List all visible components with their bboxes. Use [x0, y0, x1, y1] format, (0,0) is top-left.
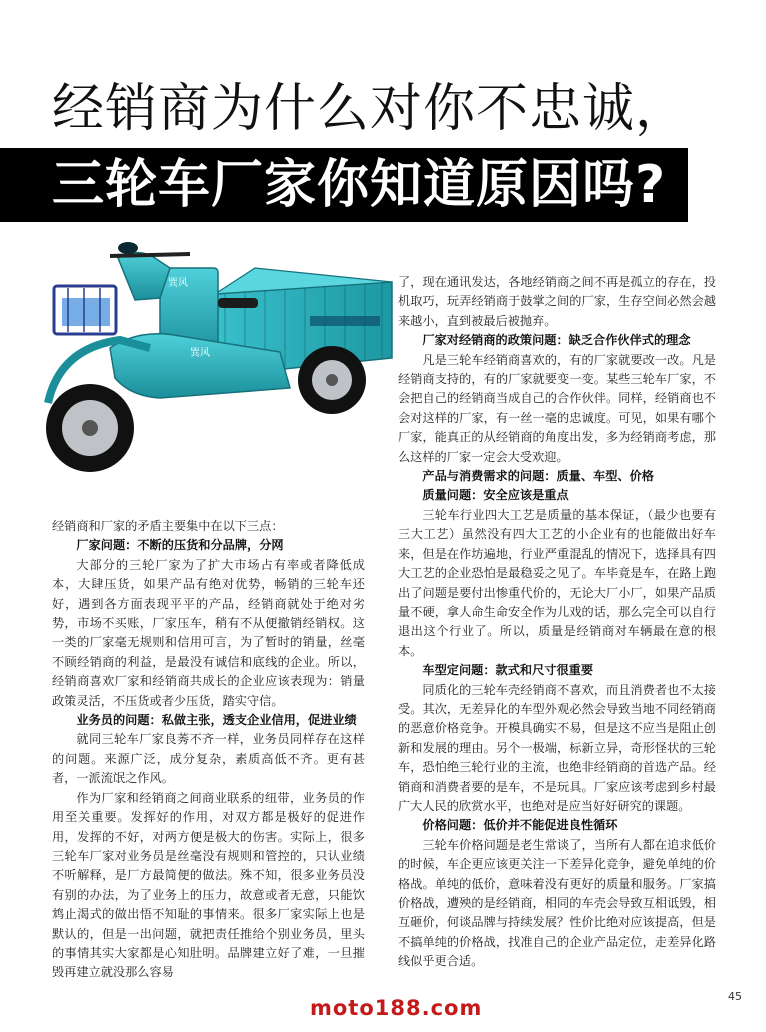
body-paragraph: 就同三轮车厂家良莠不齐一样，业务员同样存在这样的问题。来源广泛，成分复杂，素质高低不齐。更有甚者，一派流氓之作风。 [52, 732, 365, 786]
section-heading: 业务员的问题：私做主张，透支企业信用，促进业绩 [76, 713, 357, 728]
subsection-heading: 质量问题：安全应该是重点 [422, 488, 569, 503]
subsection-heading: 价格问题：低价并不能促进良性循环 [422, 818, 618, 833]
left-column [52, 517, 365, 983]
website-url: moto188.com [310, 996, 483, 1020]
svg-text:巽风: 巽风 [190, 348, 210, 359]
body-paragraph: 凡是三轮车经销商喜欢的，有的厂家就要改一改。凡是经销商支持的，有的厂家就要变一变。某些三轮车厂家，不会把自己的经销商当成自己的合作伙伴。同样，经销商也不会对这样的厂家，有一丝一毫的忠诚度。可见，如果有哪个厂家，能真正的从经销商的角度出发，多为经销商考虑，那么这样的厂家一定会大受欢迎。 [398, 352, 716, 464]
body-paragraph: 作为厂家和经销商之间商业联系的纽带，业务员的作用至关重要。发挥好的作用，对双方都是极好的促进作用，发挥的不好，对两方便是极大的伤害。实际上，很多三轮车厂家对业务员是丝毫没有规则和管控的，只认业绩不听解释，是厂方最简便的做法。殊不知，很多业务员没有别的办法，为了业务上的压力，故意或者无意，只能饮鸩止渴式的做出悟不知耻的事情来。很多厂家实际上也是默认的，但是一出问题，就把责任推给个别业务员，里头的事情其实大家都是心知肚明。品牌建立好了难，一旦摧毁再建立就没那么容易 [52, 790, 365, 980]
subsection-heading: 车型定问题：款式和尺寸很重要 [422, 663, 594, 678]
body-paragraph: 三轮车行业四大工艺是质量的基本保证，（最少也要有三大工艺）虽然没有四大工艺的小企业有的也能做出好车来，但是在作坊遍地，行业严重混乱的情况下，选择具有四大工艺的企业恐怕是最稳妥之见了。车毕竟是车，在路上跑出了问题是要付出惨重代价的，无论大厂小厂，如果产品质量不硬，拿人命生命安全作为儿戏的话，那么完全可以自行退出这个行业了。所以，质量是经销商对车辆最在意的根本。 [398, 507, 716, 658]
headline-line-2: 三轮车厂家你知道原因吗? [52, 155, 667, 215]
right-column [398, 273, 716, 972]
body-paragraph: 同质化的三轮车壳经销商不喜欢，而且消费者也不太接受。其次，无差异化的车型外观必然会导致当地不同经销商的恶意价格竞争。开模具确实不易，但是这不应当是阻止创新和发展的理由。另个一极端，标新立异，奇形怪状的三轮车，恐怕绝三轮行业的主流，也绝非经销商的首选产品。经销商和消费者要的是车，不是玩具。厂家应该考虑到乡村最广大人民的欣赏水平，也绝对是应当好好研究的课题。 [398, 682, 716, 813]
headline-line-1: 经销商为什么对你不忠诚， [52, 79, 689, 139]
section-heading: 厂家对经销商的政策问题：缺乏合作伙伴式的理念 [422, 333, 691, 348]
electric-tricycle-photo [40, 228, 398, 518]
body-paragraph: 大部分的三轮厂家为了扩大市场占有率或者降低成本，大肆压货，如果产品有绝对优势，畅销的三轮车还好，遇到各方面表现平平的产品，经销商就处于绝对劣势，市场不买账，厂家压车，稍有不从便撤销经销权。这一类的厂家毫无规则和信用可言，为了暂时的销量，丝毫不顾经销商的利益，是最没有诚信和底线的企业。所以，经销商喜欢厂家和经销商共成长的企业应该表现为：销量政策灵活，不压货或者少压货，踏实守信。 [52, 557, 365, 708]
intro-paragraph: 经销商和厂家的矛盾主要集中在以下三点： [52, 519, 284, 533]
section-heading: 产品与消费需求的问题：质量、车型、价格 [422, 469, 654, 484]
page-number: 45 [728, 990, 742, 1003]
svg-text:巽风: 巽风 [168, 278, 188, 289]
body-paragraph-continued: 了，现在通讯发达，各地经销商之间不再是孤立的存在，投机取巧，玩弄经销商于鼓掌之间的厂家，生存空间必然会越来越小，直到被最后被抛弃。 [398, 275, 716, 328]
section-heading: 厂家问题：不断的压货和分品牌，分网 [76, 538, 284, 553]
body-paragraph: 三轮车价格问题是老生常谈了，当所有人都在追求低价的时候，车企更应该更关注一下差异化竞争，避免单纯的价格战。单纯的低价，意味着没有更好的质量和服务。厂家搞价格战，遭殃的是经销商，相同的车壳会导致互相诋毁，相互砸价，何谈品牌与持续发展？性价比绝对应该提高，但是不搞单纯的价格战，找准自己的企业产品定位，走差异化路线似乎更合适。 [398, 837, 716, 969]
